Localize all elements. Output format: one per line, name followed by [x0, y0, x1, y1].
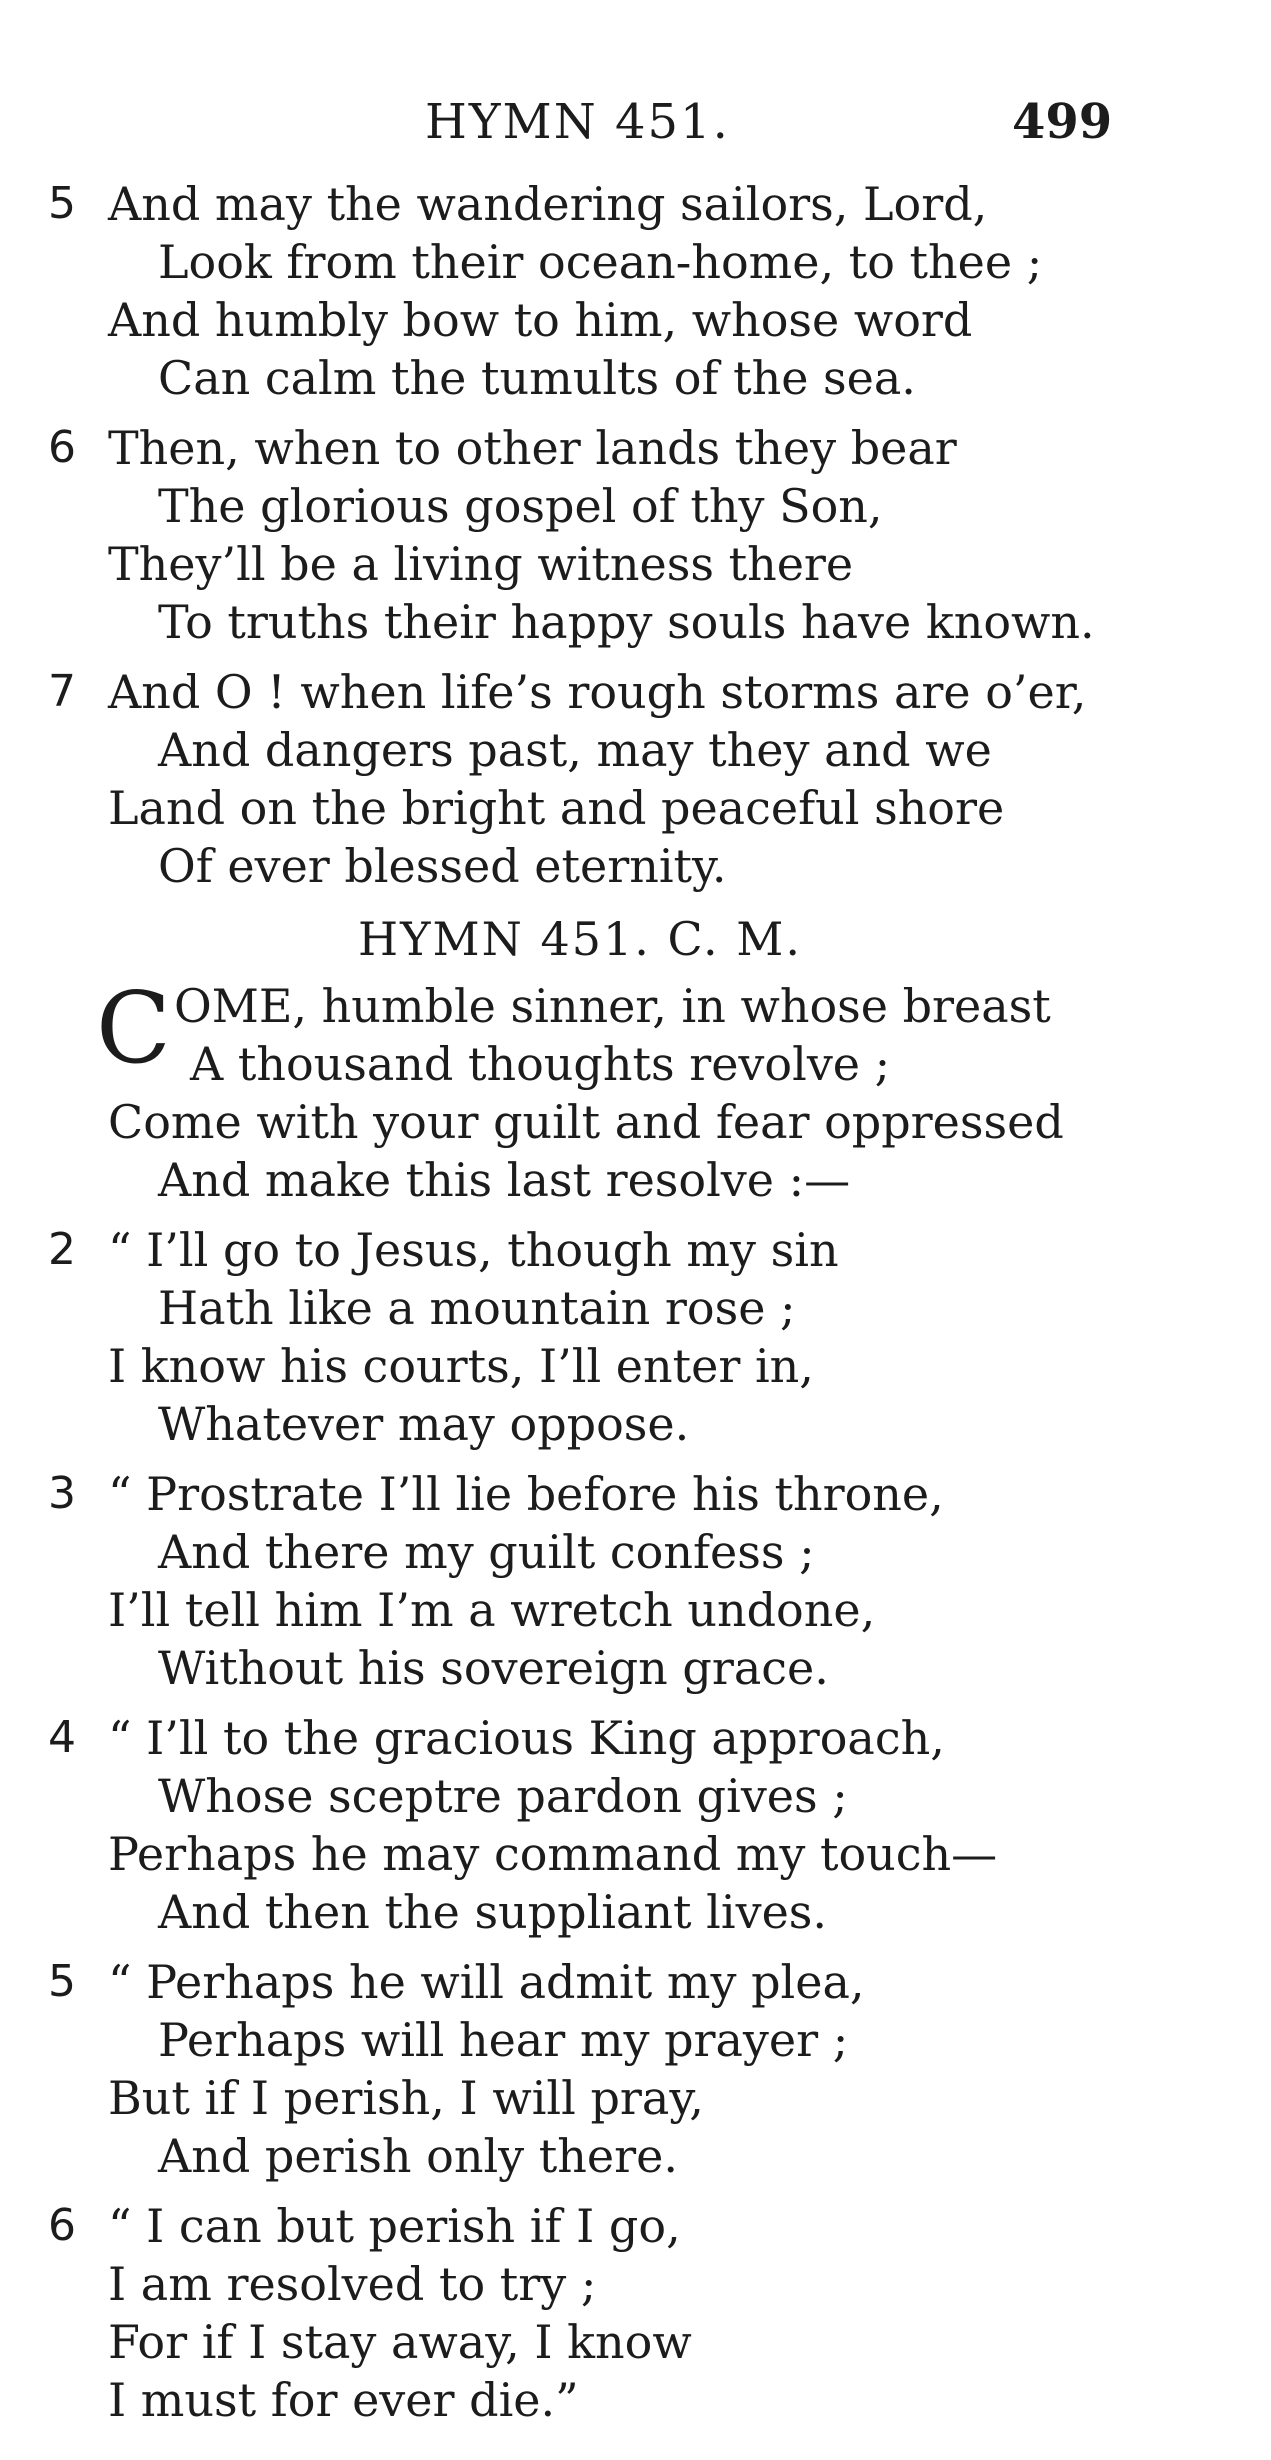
verse-line: And may the wandering sailors, Lord, — [108, 177, 988, 231]
stanza-number: 5 — [48, 178, 76, 229]
verse-line: Come with your guilt and fear oppressed — [108, 1095, 1064, 1149]
verse-line: And O ! when life’s rough storms are o’er, — [108, 665, 1087, 719]
verse-line: A thousand thoughts revolve ; — [190, 1037, 891, 1091]
verse-line: I must for ever die.” — [108, 2373, 579, 2427]
stanza-number: 6 — [48, 2200, 76, 2251]
verse-line: And humbly bow to him, whose word — [108, 293, 973, 347]
verse-line: I’ll tell him I’m a wretch undone, — [108, 1583, 876, 1637]
verse-line: Whatever may oppose. — [158, 1397, 690, 1451]
verse-line: Look from their ocean-home, to thee ; — [158, 235, 1043, 289]
verse-line: “ Perhaps he will admit my plea, — [108, 1955, 865, 2009]
hymn-title: HYMN 451. C. M. — [358, 912, 803, 966]
stanza-number: 2 — [48, 1224, 76, 1275]
verse-line: Whose sceptre pardon gives ; — [158, 1769, 848, 1823]
verse-line: “ I can but perish if I go, — [108, 2199, 681, 2253]
verse-line: Can calm the tumults of the sea. — [158, 351, 916, 405]
verse-line: I am resolved to try ; — [108, 2257, 597, 2311]
verse-line: Perhaps he may command my touch— — [108, 1827, 998, 1881]
stanza-number: 7 — [48, 666, 76, 717]
verse-line: “ I’ll go to Jesus, though my sin — [108, 1223, 839, 1277]
page-body — [0, 175, 1271, 2441]
verse-line: Perhaps will hear my prayer ; — [158, 2013, 849, 2067]
stanza-number: 6 — [48, 422, 76, 473]
stanza-number: 4 — [48, 1712, 76, 1763]
verse-line: “ I’ll to the gracious King approach, — [108, 1711, 945, 1765]
verse-line: I know his courts, I’ll enter in, — [108, 1339, 814, 1393]
verse-line: Of ever blessed eternity. — [158, 839, 727, 893]
page-header — [0, 90, 1271, 160]
verse-line: They’ll be a living witness there — [108, 537, 854, 591]
stanza-5 — [0, 1953, 1271, 2185]
verse-line: And then the suppliant lives. — [158, 1885, 828, 1939]
verse-line: And dangers past, may they and we — [158, 723, 992, 777]
stanza-1 — [0, 972, 1271, 1209]
stanza-6 — [0, 2197, 1271, 2429]
stanza-2 — [0, 1221, 1271, 1453]
running-title: HYMN 451. — [425, 94, 730, 150]
stanza-prev-6 — [0, 419, 1271, 651]
stanza-number: 5 — [48, 1956, 76, 2007]
verse-line: Land on the bright and peaceful shore — [108, 781, 1005, 835]
verse-line: And make this last resolve :— — [158, 1153, 851, 1207]
verse-line: And there my guilt confess ; — [158, 1525, 815, 1579]
stanza-prev-5 — [0, 175, 1271, 407]
page-number: 499 — [1012, 94, 1113, 150]
verse-line: “ Prostrate I’ll lie before his throne, — [108, 1467, 944, 1521]
verse-line: The glorious gospel of thy Son, — [158, 479, 883, 533]
stanza-number: 3 — [48, 1468, 76, 1519]
stanza-3 — [0, 1465, 1271, 1697]
verse-line: But if I perish, I will pray, — [108, 2071, 704, 2125]
verse-line: OME, humble sinner, in whose breast — [174, 979, 1051, 1033]
verse-line: To truths their happy souls have known. — [158, 595, 1095, 649]
verse-line: For if I stay away, I know — [108, 2315, 692, 2369]
verse-line: Then, when to other lands they bear — [108, 421, 957, 475]
verse-line: Hath like a mountain rose ; — [158, 1281, 796, 1335]
verse-line: And perish only there. — [158, 2129, 678, 2183]
drop-cap: C — [96, 972, 171, 1086]
stanza-4 — [0, 1709, 1271, 1941]
verse-line: Without his sovereign grace. — [158, 1641, 829, 1695]
stanza-prev-7 — [0, 663, 1271, 895]
